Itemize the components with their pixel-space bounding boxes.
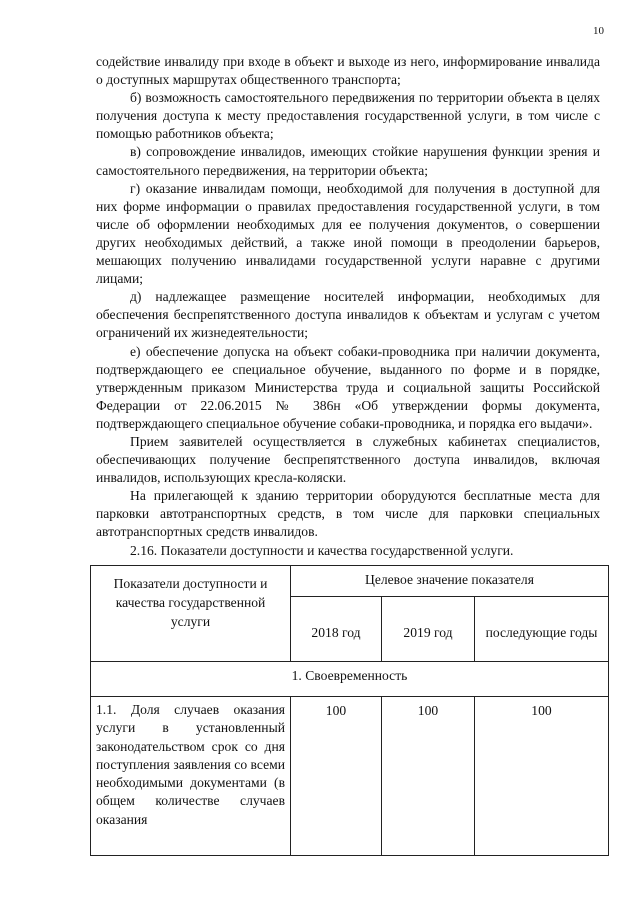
paragraph-continuation: содействие инвалиду при входе в объект и выходе из него, информирование инвалида о доступных маршрутах общественного транспорта; [96,54,600,88]
body-text [96,53,600,560]
value-2019: 100 [382,697,475,856]
header-year-2018: 2018 год [291,597,382,662]
header-year-2019: 2019 год [382,597,475,662]
header-indicators: Показатели доступности и качества государственной услуги [91,566,291,662]
paragraph-item-d: д) надлежащее размещение носителей информации, необходимых для обеспечения беспрепятственного доступа инвалидов к объектам и услугам с учетом ограничений их жизнедеятельности; [96,289,600,341]
indicators-table [90,565,609,856]
table-header-row [91,566,609,597]
paragraph-item-e: е) обеспечение допуска на объект собаки-проводника при наличии документа, подтверждающего ее специальное обучение, выданного по форме и в порядке, утвержденным приказом Министерства труда и социальной защиты Российской Федерации от 22.06.2015 № 386н «Об утверждении формы документа, подтверждающего специальное обучение собаки-проводника, и порядка его выдачи». [96,343,600,431]
table-section-row [91,662,609,697]
paragraph-item-g: г) оказание инвалидам помощи, необходимой для получения в доступной для них форме информации о правилах предоставления государственной услуги, в том числе об оформлении необходимых для ее получения документов, о совершении других необходимых действий, а также иной помощи в преодолении барьеров, мешающих получению инвалидами государственной услуги наравне с другими лицами; [96,180,600,287]
paragraph-item-v: в) сопровождение инвалидов, имеющих стойкие нарушения функции зрения и самостоятельного передвижения, на территории объекта; [96,144,600,178]
section-timeliness: 1. Своевременность [91,662,609,697]
paragraph-parking: На прилегающей к зданию территории оборудуются бесплатные места для парковки автотранспортных средств, в том числе для парковки специальных автотранспортных средств инвалидов. [96,488,600,540]
paragraph-item-b: б) возможность самостоятельного передвижения по территории объекта в целях получения доступа к месту предоставления государственной услуги, в том числе с помощью работников объекта; [96,90,600,142]
value-subsequent: 100 [475,697,609,856]
table-row [91,697,609,856]
header-year-subsequent: последующие годы [475,597,609,662]
section-heading-2-16: 2.16. Показатели доступности и качества государственной услуги. [130,542,514,558]
indicator-label: 1.1. Доля случаев оказания услуги в установленный законодательством срок со дня поступления заявления со всеми необходимыми документами (в общем количестве случаев оказания [91,697,291,856]
header-target-value: Целевое значение показателя [291,566,609,597]
value-2018: 100 [291,697,382,856]
paragraph-reception: Прием заявителей осуществляется в служебных кабинетах специалистов, обеспечивающих получение беспрепятственного доступа инвалидов, включая инвалидов, использующих кресла-коляски. [96,433,600,486]
page-number: 10 [593,25,604,37]
